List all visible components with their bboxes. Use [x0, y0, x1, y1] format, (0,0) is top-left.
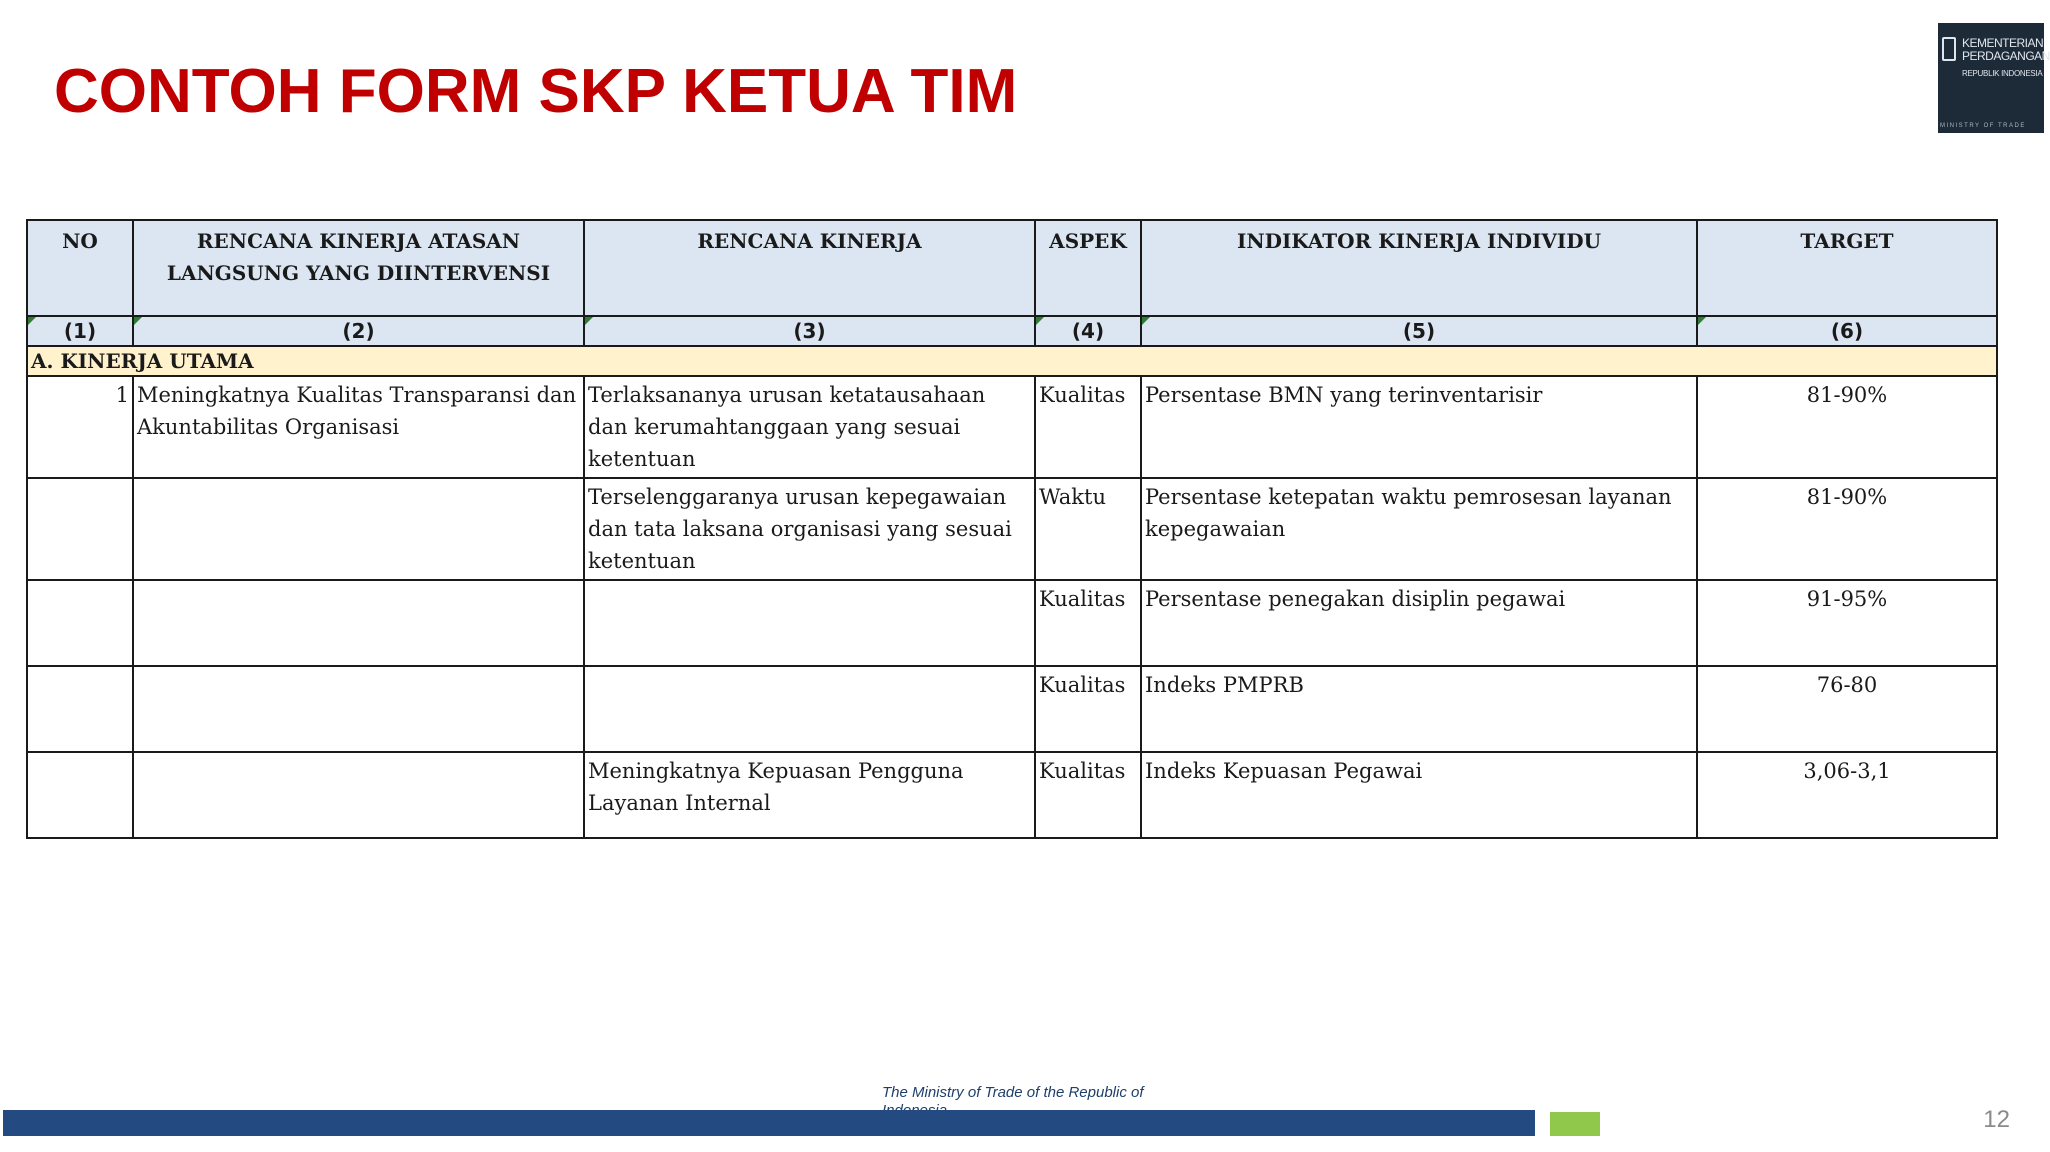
cell-no: [27, 752, 133, 838]
cell-aspek: Kualitas: [1035, 752, 1141, 838]
table-header-row: [27, 220, 1997, 316]
footer-accent-block: [1550, 1112, 1600, 1136]
cell-target: 3,06-3,1: [1697, 752, 1997, 838]
column-number: [584, 316, 1035, 346]
slide-title: CONTOH FORM SKP KETUA TIM: [54, 57, 1018, 126]
cell-aspek: Waktu: [1035, 478, 1141, 580]
column-number-label: (2): [342, 319, 375, 343]
cell-no: [27, 580, 133, 666]
page-number: 12: [1983, 1106, 2010, 1133]
table-row: [27, 376, 1997, 478]
header-rk-atasan: RENCANA KINERJA ATASAN LANGSUNG YANG DIINTERVENSI: [133, 220, 584, 316]
cell-target: 76-80: [1697, 666, 1997, 752]
table-row: [27, 666, 1997, 752]
cell-no: [27, 666, 133, 752]
cell-target: 91-95%: [1697, 580, 1997, 666]
column-number-label: (6): [1830, 319, 1864, 343]
column-number: [1035, 316, 1141, 346]
cell-comment-marker-icon: [585, 317, 593, 325]
logo-line-1: KEMENTERIAN: [1962, 36, 2044, 50]
header-rencana-kinerja: RENCANA KINERJA: [584, 220, 1035, 316]
cell-rk-atasan: [133, 752, 584, 838]
column-number: [1141, 316, 1697, 346]
cell-comment-marker-icon: [1036, 317, 1044, 325]
cell-aspek: Kualitas: [1035, 376, 1141, 478]
cell-rk-atasan: [133, 666, 584, 752]
cell-rencana-kinerja: [584, 666, 1035, 752]
cell-comment-marker-icon: [134, 317, 142, 325]
cell-rk-atasan: [133, 478, 584, 580]
cell-rk-atasan: Meningkatnya Kualitas Transparansi dan Akuntabilitas Organisasi: [133, 376, 584, 478]
cell-rk-atasan: [133, 580, 584, 666]
cell-indikator: Persentase penegakan disiplin pegawai: [1141, 580, 1697, 666]
cell-comment-marker-icon: [1698, 317, 1706, 325]
header-target: TARGET: [1697, 220, 1997, 316]
column-number-label: (4): [1071, 319, 1105, 343]
table-row: [27, 752, 1997, 838]
cell-rencana-kinerja: Terlaksananya urusan ketatausahaan dan kerumahtanggaan yang sesuai ketentuan: [584, 376, 1035, 478]
cell-comment-marker-icon: [1142, 317, 1150, 325]
skp-form-table: [26, 219, 1998, 839]
column-number-label: (3): [793, 319, 826, 343]
column-number-row: [27, 316, 1997, 346]
footer-ministry-text: The Ministry of Trade of the Republic of: [882, 1084, 1144, 1101]
logo-line-4: MINISTRY OF TRADE: [1940, 123, 2026, 129]
table-row: [27, 478, 1997, 580]
cell-indikator: Persentase BMN yang terinventarisir: [1141, 376, 1697, 478]
cell-comment-marker-icon: [28, 317, 36, 325]
cell-rencana-kinerja: [584, 580, 1035, 666]
cell-no: 1: [27, 376, 133, 478]
header-aspek: ASPEK: [1035, 220, 1141, 316]
header-indikator: INDIKATOR KINERJA INDIVIDU: [1141, 220, 1697, 316]
section-label: A. KINERJA UTAMA: [27, 346, 1997, 376]
cell-target: 81-90%: [1697, 478, 1997, 580]
cell-rencana-kinerja: Terselenggaranya urusan kepegawaian dan tata laksana organisasi yang sesuai ketentuan: [584, 478, 1035, 580]
ministry-logo: [1938, 23, 2050, 133]
column-number: [27, 316, 133, 346]
logo-mark-icon: [1942, 37, 1956, 61]
cell-no: [27, 478, 133, 580]
table-row: [27, 580, 1997, 666]
column-number-label: (5): [1402, 319, 1436, 343]
column-number-label: (1): [63, 319, 97, 343]
footer-bar: [3, 1110, 1535, 1136]
cell-target: 81-90%: [1697, 376, 1997, 478]
logo-line-3: REPUBLIK INDONESIA: [1962, 69, 2043, 78]
cell-aspek: Kualitas: [1035, 580, 1141, 666]
header-no: NO: [27, 220, 133, 316]
cell-indikator: Persentase ketepatan waktu pemrosesan layanan kepegawaian: [1141, 478, 1697, 580]
cell-aspek: Kualitas: [1035, 666, 1141, 752]
column-number: [1697, 316, 1997, 346]
cell-indikator: Indeks Kepuasan Pegawai: [1141, 752, 1697, 838]
cell-rencana-kinerja: Meningkatnya Kepuasan Pengguna Layanan Internal: [584, 752, 1035, 838]
section-row: [27, 346, 1997, 376]
logo-line-2: PERDAGANGAN: [1962, 49, 2050, 63]
column-number: [133, 316, 584, 346]
cell-indikator: Indeks PMPRB: [1141, 666, 1697, 752]
